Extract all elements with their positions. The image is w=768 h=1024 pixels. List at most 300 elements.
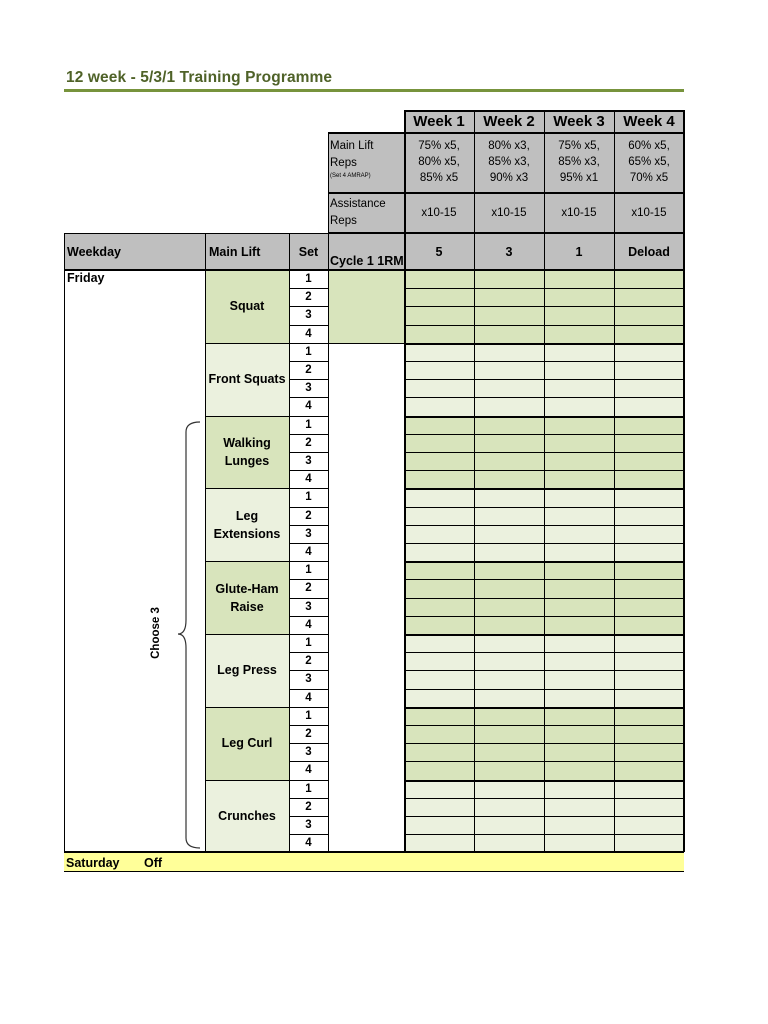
cycle-separator (328, 343, 404, 344)
set-row-border (289, 816, 328, 817)
weight-entry-cell[interactable] (474, 652, 544, 670)
set-row-border (289, 634, 328, 635)
weight-entry-cell[interactable] (544, 689, 614, 707)
week-row-border (404, 416, 684, 418)
set-number (289, 761, 328, 779)
weight-entry-cell[interactable] (404, 543, 474, 561)
week-row-border (404, 707, 684, 709)
weight-entry-cell[interactable] (404, 288, 474, 306)
set-number (289, 507, 328, 525)
weight-entry-cell[interactable] (544, 488, 614, 506)
weight-entry-cell[interactable] (544, 634, 614, 652)
reps-line: 80% x5, (418, 156, 460, 168)
cycle-value-4 (614, 234, 684, 270)
reps-line: 75% x5, (558, 140, 600, 152)
exercise-name-line: Raise (230, 599, 264, 614)
weight-entry-cell[interactable] (404, 780, 474, 798)
set-number (289, 707, 328, 725)
reps-line: 85% x5 (419, 172, 459, 184)
week-row-border (404, 470, 684, 471)
week-row-border (404, 798, 684, 799)
weight-entry-cell[interactable] (544, 325, 614, 343)
weight-entry-cell[interactable] (614, 507, 684, 525)
week-row-border (404, 634, 684, 636)
set-row-border (289, 361, 328, 362)
weight-entry-cell[interactable] (544, 270, 614, 288)
weight-entry-cell[interactable] (544, 743, 614, 761)
weight-entry-cell[interactable] (404, 325, 474, 343)
week-header-4 (614, 110, 684, 132)
week-row-border (404, 670, 684, 671)
weight-entry-cell[interactable] (404, 561, 474, 579)
weight-entry-cell[interactable] (614, 798, 684, 816)
weight-entry-cell[interactable] (404, 361, 474, 379)
exercise-name-line: Front Squats (208, 372, 286, 387)
weight-entry-cell[interactable] (544, 507, 614, 525)
label-line: Reps (330, 157, 357, 169)
weight-entry-cell[interactable] (474, 470, 544, 488)
header-text: Cycle 1 1RM (330, 254, 404, 268)
week-row-border (404, 725, 684, 726)
weight-entry-cell[interactable] (474, 743, 544, 761)
week-row-border (404, 780, 684, 782)
set-label: 3 (305, 673, 312, 686)
weight-entry-cell[interactable] (614, 780, 684, 798)
weight-entry-cell[interactable] (474, 780, 544, 798)
weight-entry-cell[interactable] (544, 525, 614, 543)
week-row-border (404, 743, 684, 744)
weight-entry-cell[interactable] (614, 561, 684, 579)
weight-entry-cell[interactable] (404, 270, 474, 288)
set-number (289, 561, 328, 579)
weight-entry-cell[interactable] (544, 452, 614, 470)
set-label: 2 (305, 655, 312, 668)
week-row-border (404, 306, 684, 307)
week-row-border (404, 761, 684, 762)
week-row-border (404, 689, 684, 690)
label-column-border (328, 132, 329, 232)
assistance-value: x10-15 (491, 207, 527, 219)
set-label: 1 (305, 637, 312, 650)
set-label: 4 (305, 691, 312, 704)
weight-entry-cell[interactable] (614, 361, 684, 379)
footer-bottom-border (64, 871, 684, 872)
set-number (289, 743, 328, 761)
exercise-separator (205, 634, 289, 635)
cycle-value-1 (404, 234, 474, 270)
set-number (289, 325, 328, 343)
weight-entry-cell[interactable] (474, 798, 544, 816)
week-row-border (404, 343, 684, 345)
set-number (289, 816, 328, 834)
column-header-weekday (64, 234, 205, 270)
exercise-separator (205, 488, 289, 489)
weight-entry-cell[interactable] (404, 379, 474, 397)
weight-entry-cell[interactable] (474, 598, 544, 616)
weight-entry-cell[interactable] (614, 306, 684, 324)
weight-entry-cell[interactable] (474, 670, 544, 688)
reps-line: 60% x5, (628, 140, 670, 152)
weight-entry-cell[interactable] (404, 816, 474, 834)
cycle-1rm-empty (328, 343, 404, 853)
set-row-border (289, 507, 328, 508)
exercise-name-7 (205, 707, 289, 780)
weight-entry-cell[interactable] (614, 816, 684, 834)
set-label: 3 (305, 309, 312, 322)
set-number (289, 579, 328, 597)
weight-entry-cell[interactable] (544, 816, 614, 834)
weight-entry-cell[interactable] (614, 543, 684, 561)
weight-entry-cell[interactable] (474, 488, 544, 506)
weight-entry-cell[interactable] (474, 525, 544, 543)
week-row-border (404, 579, 684, 580)
reps-line: 85% x3, (558, 156, 600, 168)
week-header-1 (404, 110, 474, 132)
weight-entry-cell[interactable] (614, 761, 684, 779)
weight-entry-cell[interactable] (544, 670, 614, 688)
weight-entry-cell[interactable] (544, 761, 614, 779)
set-row-border (289, 543, 328, 544)
weight-entry-cell[interactable] (614, 434, 684, 452)
set-label: 3 (305, 600, 312, 613)
exercise-name-line: Leg Curl (221, 736, 273, 751)
weight-entry-cell[interactable] (614, 379, 684, 397)
body-column-border (64, 233, 65, 852)
weight-entry-cell[interactable] (474, 616, 544, 634)
weight-entry-cell[interactable] (614, 579, 684, 597)
weight-entry-cell[interactable] (474, 270, 544, 288)
weight-entry-cell[interactable] (544, 834, 614, 852)
set-label: 4 (305, 618, 312, 631)
exercise-name-3 (205, 416, 289, 489)
weight-entry-cell[interactable] (474, 561, 544, 579)
weight-entry-cell[interactable] (474, 834, 544, 852)
set-number (289, 598, 328, 616)
week-row-border (404, 561, 684, 563)
set-number (289, 834, 328, 852)
set-label: 4 (305, 837, 312, 850)
set-label: 1 (305, 345, 312, 358)
weight-entry-cell[interactable] (544, 543, 614, 561)
exercise-separator (205, 561, 289, 562)
weight-entry-cell[interactable] (404, 507, 474, 525)
set-label: 2 (305, 800, 312, 813)
set-label: 1 (305, 709, 312, 722)
weight-entry-cell[interactable] (474, 689, 544, 707)
week-row-border (404, 379, 684, 380)
weight-entry-cell[interactable] (474, 634, 544, 652)
weight-entry-cell[interactable] (404, 525, 474, 543)
weight-entry-cell[interactable] (474, 707, 544, 725)
weight-entry-cell[interactable] (544, 598, 614, 616)
weight-entry-cell[interactable] (614, 397, 684, 415)
week-header-3 (544, 110, 614, 132)
weight-entry-cell[interactable] (544, 561, 614, 579)
weight-entry-cell[interactable] (544, 579, 614, 597)
assistance-reps-cell-1 (404, 194, 474, 232)
weight-entry-cell[interactable] (474, 816, 544, 834)
exercise-name-5 (205, 561, 289, 634)
weight-entry-cell[interactable] (404, 416, 474, 434)
weight-entry-cell[interactable] (614, 743, 684, 761)
column-header-main-lift (205, 234, 289, 270)
week-row-border (404, 325, 684, 326)
body-column-border (205, 233, 206, 852)
set-number (289, 306, 328, 324)
assistance-reps-cell-3 (544, 194, 614, 232)
weight-entry-cell[interactable] (614, 689, 684, 707)
weight-entry-cell[interactable] (404, 689, 474, 707)
weight-entry-cell[interactable] (404, 634, 474, 652)
weight-entry-cell[interactable] (614, 652, 684, 670)
set-number (289, 725, 328, 743)
weight-entry-cell[interactable] (544, 707, 614, 725)
weight-entry-cell[interactable] (544, 780, 614, 798)
week-label: Week 4 (623, 112, 675, 130)
set-row-border (289, 416, 328, 417)
weight-entry-cell[interactable] (614, 416, 684, 434)
assistance-reps-cell-2 (474, 194, 544, 232)
cycle-value: Deload (628, 245, 670, 259)
exercise-name-8 (205, 780, 289, 853)
main-lift-reps-label (328, 132, 404, 192)
set-row-border (289, 707, 328, 708)
cycle-value-2 (474, 234, 544, 270)
cycle-1rm-input-squat[interactable] (328, 270, 404, 343)
weight-entry-cell[interactable] (474, 397, 544, 415)
weight-entry-cell[interactable] (544, 470, 614, 488)
assistance-reps-label (328, 194, 404, 232)
weight-entry-cell[interactable] (614, 288, 684, 306)
header-text: Weekday (67, 245, 121, 259)
set-row-border (289, 488, 328, 489)
week-label: Week 2 (483, 112, 535, 130)
weight-entry-cell[interactable] (474, 725, 544, 743)
weight-entry-cell[interactable] (614, 670, 684, 688)
weight-entry-cell[interactable] (404, 470, 474, 488)
week-row-border (404, 543, 684, 544)
weight-entry-cell[interactable] (544, 434, 614, 452)
set-number (289, 361, 328, 379)
week-row-border (404, 652, 684, 653)
header-text: Main Lift (209, 245, 261, 259)
weight-entry-cell[interactable] (614, 634, 684, 652)
set-label: 1 (305, 491, 312, 504)
weight-entry-cell[interactable] (474, 325, 544, 343)
exercise-separator (205, 416, 289, 417)
cycle-value: 3 (505, 245, 513, 259)
set-row-border (289, 834, 328, 835)
weight-entry-cell[interactable] (614, 616, 684, 634)
weight-entry-cell[interactable] (404, 725, 474, 743)
column-header-cycle (328, 234, 404, 270)
set-row-border (289, 288, 328, 289)
weight-entry-cell[interactable] (474, 416, 544, 434)
column-header-set (289, 234, 328, 270)
set-label: 1 (305, 564, 312, 577)
set-label: 4 (305, 400, 312, 413)
weight-entry-cell[interactable] (614, 488, 684, 506)
header-row-bottom (64, 269, 684, 271)
exercise-separator (205, 343, 289, 344)
set-label: 3 (305, 819, 312, 832)
weight-entry-cell[interactable] (404, 488, 474, 506)
set-row-border (289, 525, 328, 526)
set-number (289, 270, 328, 288)
exercise-separator (205, 780, 289, 781)
weight-entry-cell[interactable] (474, 343, 544, 361)
exercise-name-1 (205, 270, 289, 343)
footer-status: Off (144, 855, 163, 870)
weight-entry-cell[interactable] (544, 798, 614, 816)
set-label: 2 (305, 436, 312, 449)
weight-entry-cell[interactable] (404, 434, 474, 452)
cycle-value: 1 (575, 245, 583, 259)
header-row-border (328, 192, 684, 194)
weight-entry-cell[interactable] (404, 343, 474, 361)
week-column-border (474, 110, 475, 852)
week-row-border (404, 361, 684, 362)
cycle-value-3 (544, 234, 614, 270)
set-label: 1 (305, 418, 312, 431)
weight-entry-cell[interactable] (544, 361, 614, 379)
week-row-border (404, 507, 684, 508)
weight-entry-cell[interactable] (474, 452, 544, 470)
weight-entry-cell[interactable] (404, 652, 474, 670)
weight-entry-cell[interactable] (474, 361, 544, 379)
set-number (289, 634, 328, 652)
set-label: 2 (305, 291, 312, 304)
weight-entry-cell[interactable] (614, 707, 684, 725)
weight-entry-cell[interactable] (544, 416, 614, 434)
set-label: 2 (305, 509, 312, 522)
weight-entry-cell[interactable] (404, 834, 474, 852)
set-number (289, 525, 328, 543)
weight-entry-cell[interactable] (614, 343, 684, 361)
weight-entry-cell[interactable] (474, 434, 544, 452)
set-label: 4 (305, 546, 312, 559)
week-column-border (404, 110, 406, 852)
weight-entry-cell[interactable] (544, 379, 614, 397)
weight-entry-cell[interactable] (614, 525, 684, 543)
reps-line: 75% x5, (418, 140, 460, 152)
weight-entry-cell[interactable] (614, 470, 684, 488)
set-number (289, 798, 328, 816)
week-column-border (683, 110, 685, 852)
set-row-border (289, 761, 328, 762)
exercise-name-line: Leg (235, 508, 259, 523)
weight-entry-cell[interactable] (544, 652, 614, 670)
weight-entry-cell[interactable] (404, 761, 474, 779)
set-number (289, 452, 328, 470)
weight-entry-cell[interactable] (474, 306, 544, 324)
header-row-top (64, 233, 684, 234)
weight-entry-cell[interactable] (404, 452, 474, 470)
week-row-border (404, 434, 684, 435)
main-lift-reps-cell-3 (544, 132, 614, 192)
week-column-border (614, 110, 615, 852)
set-label: 4 (305, 473, 312, 486)
weight-entry-cell[interactable] (404, 616, 474, 634)
weight-entry-cell[interactable] (474, 379, 544, 397)
set-label: 3 (305, 527, 312, 540)
weight-entry-cell[interactable] (614, 270, 684, 288)
exercise-name-line: Glute-Ham (215, 581, 279, 596)
weight-entry-cell[interactable] (404, 598, 474, 616)
weight-entry-cell[interactable] (474, 579, 544, 597)
weight-entry-cell[interactable] (544, 397, 614, 415)
set-number (289, 689, 328, 707)
set-number (289, 343, 328, 361)
reps-line: 90% x3 (489, 172, 529, 184)
weight-entry-cell[interactable] (404, 306, 474, 324)
weight-entry-cell[interactable] (404, 798, 474, 816)
weight-entry-cell[interactable] (544, 725, 614, 743)
weight-entry-cell[interactable] (614, 325, 684, 343)
body-bottom-border (64, 851, 684, 853)
weight-entry-cell[interactable] (404, 579, 474, 597)
weight-entry-cell[interactable] (614, 452, 684, 470)
set-row-border (289, 780, 328, 781)
weight-entry-cell[interactable] (544, 288, 614, 306)
week-row-border (404, 488, 684, 490)
set-label: 4 (305, 327, 312, 340)
exercise-name-line: Leg Press (217, 663, 277, 678)
main-lift-reps-cell-4 (614, 132, 684, 192)
week-row-border (404, 452, 684, 453)
set-number (289, 379, 328, 397)
exercise-separator (205, 707, 289, 708)
weight-entry-cell[interactable] (614, 834, 684, 852)
set-row-border (289, 379, 328, 380)
set-number (289, 616, 328, 634)
set-row-border (289, 561, 328, 562)
footer-row (64, 853, 684, 872)
week-label: Week 1 (413, 112, 465, 130)
weight-entry-cell[interactable] (614, 598, 684, 616)
weight-entry-cell[interactable] (614, 725, 684, 743)
title-underline (64, 89, 684, 92)
set-number (289, 488, 328, 506)
weight-entry-cell[interactable] (544, 343, 614, 361)
weight-entry-cell[interactable] (474, 288, 544, 306)
set-number (289, 434, 328, 452)
weight-entry-cell[interactable] (474, 761, 544, 779)
exercise-name-2 (205, 343, 289, 416)
weight-entry-cell[interactable] (404, 670, 474, 688)
header-text: Set (298, 245, 319, 259)
set-label: 3 (305, 455, 312, 468)
weight-entry-cell[interactable] (404, 707, 474, 725)
assistance-value: x10-15 (561, 207, 597, 219)
weight-entry-cell[interactable] (404, 743, 474, 761)
weight-entry-cell[interactable] (544, 306, 614, 324)
weight-entry-cell[interactable] (474, 507, 544, 525)
week-row-border (404, 525, 684, 526)
label-line: Assistance (330, 198, 386, 210)
label-line: Main Lift (330, 140, 374, 152)
weight-entry-cell[interactable] (474, 543, 544, 561)
week-row-border (404, 598, 684, 599)
week-column-border (544, 110, 545, 852)
exercise-name-line: Lunges (224, 453, 270, 468)
weight-entry-cell[interactable] (544, 616, 614, 634)
assistance-reps-cell-4 (614, 194, 684, 232)
set-label: 4 (305, 764, 312, 777)
set-row-border (289, 343, 328, 344)
page-title: 12 week - 5/3/1 Training Programme (66, 69, 333, 86)
weight-entry-cell[interactable] (404, 397, 474, 415)
